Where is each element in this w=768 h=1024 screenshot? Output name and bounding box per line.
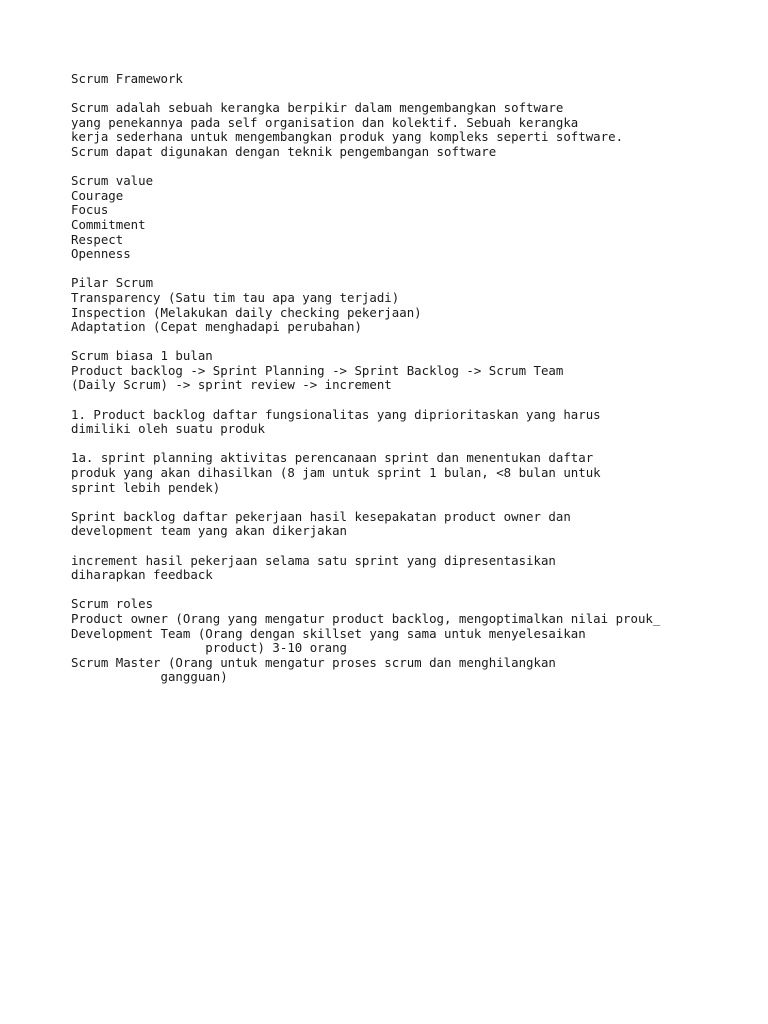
paragraph-line: sprint lebih pendek) [71,479,221,495]
intro-paragraph [71,101,751,159]
value-item: Openness [71,246,131,262]
role-item-continuation: gangguan) [71,669,228,685]
document-title: Scrum Framework [71,71,183,86]
role-item: Development Team (Orang dengan skillset yang sama untuk menyelesaikan [71,625,586,641]
document-page [71,72,751,700]
role-item: Scrum Master (Orang untuk mengatur proses scrum dan menghilangkan [71,654,556,670]
sprint-planning-paragraph [71,451,751,495]
intro-line: Scrum adalah sebuah kerangka berpikir dalam mengembangkan software [71,100,564,116]
product-backlog-paragraph [71,408,751,437]
role-item: Product owner (Orang yang mengatur product backlog, mengoptimalkan nilai prouk_ [71,610,661,626]
sprint-backlog-paragraph [71,510,751,539]
flow-line: Product backlog -> Sprint Planning -> Sprint Backlog -> Scrum Team [71,362,564,378]
pillar-item: Adaptation (Cepat menghadapi perubahan) [71,319,362,335]
document-title-block [71,72,751,87]
paragraph-line: diharapkan feedback [71,567,213,583]
role-item-continuation: product) 3-10 orang [71,640,348,656]
flow-line: (Daily Scrum) -> sprint review -> increment [71,377,392,393]
paragraph-line: Sprint backlog daftar pekerjaan hasil kesepakatan product owner dan [71,508,571,524]
pillar-item: Inspection (Melakukan daily checking pekerjaan) [71,304,422,320]
pillar-item: Transparency (Satu tim tau apa yang terjadi) [71,289,400,305]
paragraph-line: 1a. sprint planning aktivitas perencanaan sprint dan menentukan daftar [71,450,594,466]
intro-line: Scrum dapat digunakan dengan teknik pengembangan software [71,143,497,159]
scrum-values-section [71,174,751,262]
intro-line: yang penekannya pada self organisation dan kolektif. Sebuah kerangka [71,114,579,130]
value-item: Focus [71,202,109,218]
value-item: Courage [71,187,124,203]
paragraph-line: development team yang akan dikerjakan [71,523,348,539]
flow-heading: Scrum biasa 1 bulan [71,348,213,364]
section-heading: Scrum value [71,173,154,189]
paragraph-line: increment hasil pekerjaan selama satu sprint yang dipresentasikan [71,552,556,568]
section-heading: Pilar Scrum [71,275,154,291]
paragraph-line: produk yang akan dihasilkan (8 jam untuk sprint 1 bulan, <8 bulan untuk [71,465,601,481]
value-item: Respect [71,231,124,247]
scrum-flow-section [71,349,751,393]
value-item: Commitment [71,216,146,232]
increment-paragraph [71,554,751,583]
scrum-pillars-section [71,276,751,334]
paragraph-line: dimiliki oleh suatu produk [71,421,265,437]
section-heading: Scrum roles [71,596,154,612]
scrum-roles-section [71,597,751,685]
intro-line: kerja sederhana untuk mengembangkan produk yang kompleks seperti software. [71,129,624,145]
paragraph-line: 1. Product backlog daftar fungsionalitas yang diprioritaskan yang harus [71,406,601,422]
